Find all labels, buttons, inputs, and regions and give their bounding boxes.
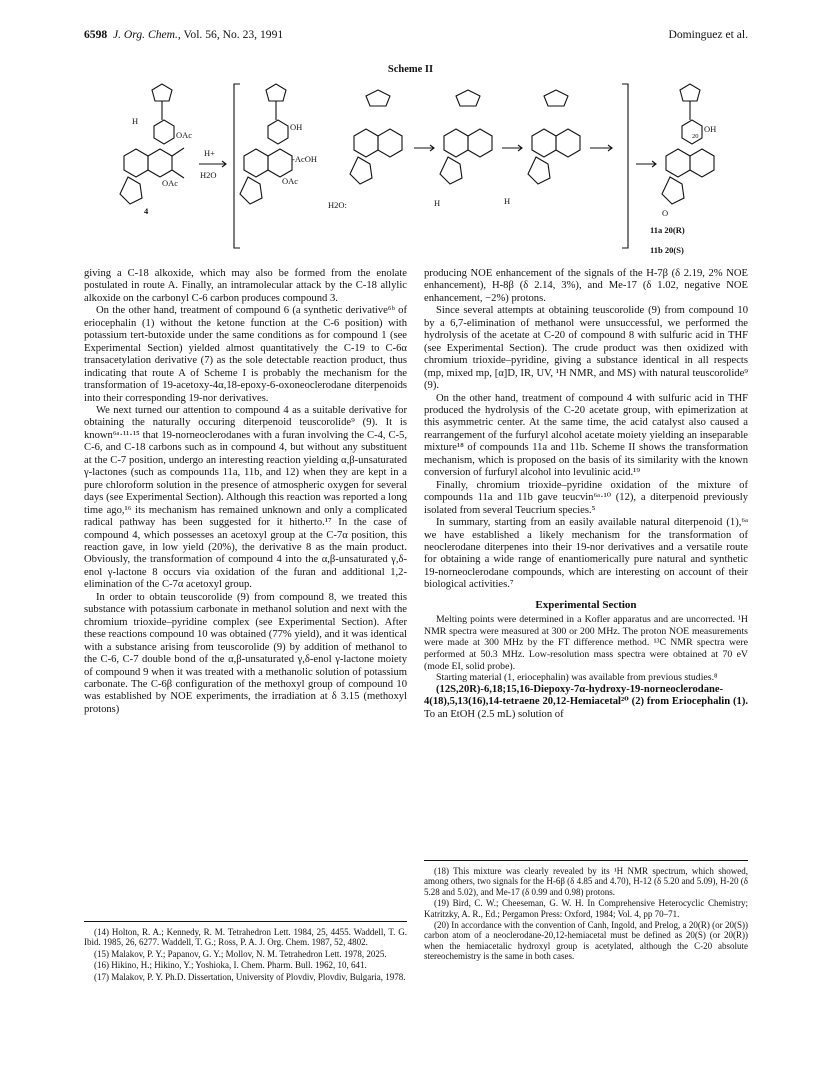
atom-label: OAc (176, 130, 193, 140)
bracket-right (622, 84, 628, 248)
bracket-left (234, 84, 240, 248)
paragraph: Since several attempts at obtaining teuscorolide (9) from compound 10 by a 6,7-elimination of methanol were unsuccessful, we performed the hydrolysis of the acetate at C-20 of compound 8 with sulfuric acid in THF (see Experimental Section). The crude product was then oxidized with chromium trioxide–pyridine, giving a substance identical in all respects (mp, mixed mp, [α]D, IR, UV, ¹H NMR, and MS) with natural teuscorolide⁹ (9). (424, 305, 748, 392)
atom-label: H (132, 116, 139, 126)
footnote: (17) Malakov, P. Y. Ph.D. Dissertation, University of Plovdiv, Plovdiv, Bulgaria, 1978. (94, 971, 406, 982)
structure-intermediate-2 (328, 90, 402, 210)
atom-label: H (434, 198, 441, 208)
structure-product-11 (662, 84, 716, 218)
footnote: (15) Malakov, P. Y.; Papanov, G. Y.; Mollov, N. M. Tetrahedron Lett. 1978, 2025. (94, 948, 387, 959)
journal-volume: Vol. 56, (183, 28, 220, 41)
reagent-label: H+ (204, 148, 215, 158)
paragraph: We next turned our attention to compound 4 as a suitable derivative for obtaining the naturally occuring diterpenoid teuscorolide⁹ (9). It is known⁶ᵃ·¹¹·¹⁵ that 19-norneoclerodanes with a furan involving the C-4, C-5, C-6, and C-18 carbons such as in compound 4, but without any substituent at the C-7 position, undergo an interesting reaction yielding α,β-unsaturated γ-lactones (such as compounds 11a, 11b, and 12) when they are kept in a pure chloroform solution in the presence of atmospheric oxygen for several days (see Experimental Section). Although this reaction was reported a long time ago,¹⁶ its mechanism has remained unknown and only a complicated radical pathway has been suggested for it hitherto.¹⁷ In the case of compound 4, which possesses an acetoxyl group at the C-7α position, this reaction gave, in low yield (20%), the derivative 8 as the main product. Obviously, the transformation of compound 4 into the α,β-unsaturated γ,δ-enol γ-lactone 8 occurs via oxidation of the furan and additional 1,2-elimination of the C-7α acetoxyl group. (84, 404, 407, 591)
atom-label: H (504, 196, 511, 206)
page-number: 6598 (84, 28, 108, 41)
left-column (84, 268, 407, 848)
journal-issue: No. 23, 1991 (222, 28, 284, 41)
journal-name: J. Org. Chem., (112, 28, 181, 41)
experimental-heading: Experimental Section (535, 598, 637, 611)
footnote: (18) This mixture was clearly revealed by its ¹H NMR spectrum, which showed, among others, two signals for the H-6β (δ 4.85 and 4.70), H-12 (δ 5.20 and 5.09), H-20 (δ 5.28 and 5.02), and Me-17 (δ 0.99 and 0.98) protons. (424, 866, 748, 897)
footnote: (20) In accordance with the convention of Canh, Ingold, and Prelog, a 20(R) (or 20(S)) carbon atom of a neoclerodane-20,12-hemiacetal must be defined as 20(S) (or 20(R)) when the hemiacetalic hydroxyl group is acetylated, although the C-20 absolute stereochemistry is the same in both cases. (424, 920, 748, 962)
product-label-11b: 11b 20(S) (650, 245, 684, 255)
right-column (424, 268, 748, 721)
paragraph: On the other hand, treatment of compound 6 (a synthetic derivative⁶ᵇ of eriocephalin (1) without the ketone function at the C-6 position) with potassium tert-butoxide under the same conditions as for compound 1 (see Experimental Section) yielded almost quantitatively the C-19 to C-6α transacetylation derivative (7) as the sole detectable reaction product, thus indicating that route A of Scheme I is probably the mechanism for the transformation of 19-acetoxy-4α,18-epoxy-6-oxoneoclerodane diterpenoids into their corresponding 19-nor derivatives. (84, 305, 407, 404)
paragraph: In summary, starting from an easily available natural diterpenoid (1),⁶ᵃ we have established a likely mechanism for the transformation of neoclerodane diterpenes into their 19-nor derivatives and a versatile route for obtaining a wide range of enantiomerically pure natural and synthetic 19-norneoclerodane compounds, which are interesting on account of their biological activities.⁷ (424, 517, 748, 591)
running-authors: Dominguez et al. (668, 28, 748, 41)
compound-procedure (424, 684, 748, 721)
compound-label-4: 4 (144, 206, 149, 216)
paragraph: Finally, chromium trioxide–pyridine oxidation of the mixture of compounds 11a and 11b gave teucvin⁶ᵃ·¹⁰ (12), a diterpenoid previously isolated from several Teucrium species.⁵ (424, 479, 748, 516)
footnotes-right (424, 860, 748, 963)
atom-label: H2O: (328, 200, 347, 210)
page-header (84, 28, 748, 44)
scheme-drawing (84, 76, 748, 262)
structure-intermediate-3 (434, 90, 492, 208)
procedure-text: To an EtOH (2.5 mL) solution of (424, 708, 564, 720)
footnote: (16) Hikino, H.; Hikino, Y.; Yoshioka, I. Chem. Pharm. Bull. 1962, 10, 641. (94, 960, 367, 971)
experimental-paragraph: Starting material (1, eriocephalin) was available from previous studies.⁸ (436, 672, 718, 684)
paragraph: producing NOE enhancement of the signals of the H-7β (δ 2.19, 2% NOE enhancement), H-8β (δ 2.14, 3%), and Me-17 (δ 1.02, negative NOE enhancement, −2%) protons. (424, 268, 748, 304)
atom-label: OH (290, 122, 303, 132)
experimental-paragraph: Melting points were determined in a Kofler apparatus and are uncorrected. ¹H NMR spectra were measured at 300 or 200 MHz. The proton NOE measurements were made at 300 MHz by the FT difference method. ¹³C NMR spectra were performed at 50.3 MHz. Low-resolution mass spectra were obtained at 70 eV (mode EI, solid probe). (424, 614, 748, 672)
reaction-arrow (199, 148, 226, 180)
atom-label: OAc (282, 176, 299, 186)
footnotes-left (84, 921, 407, 983)
atom-label: -AcOH (292, 154, 318, 164)
structure-compound-4 (120, 84, 192, 216)
paragraph: On the other hand, treatment of compound 4 with sulfuric acid in THF produced the hydrolysis of the C-20 acetate group, with epimerization at this asymmetric center. At the same time, the acid catalyst also caused a rearrangement of the furfuryl alcohol acetate moiety yielding an inseparable mixture¹⁸ of compounds 11a and 11b. Scheme II shows the transformation mechanism, which is proposed on the basis of its similarity with the known conversion of furfuryl alcohol into levulinic acid.¹⁹ (424, 392, 748, 479)
atom-label: OAc (162, 178, 179, 188)
footnote: (14) Holton, R. A.; Kennedy, R. M. Tetrahedron Lett. 1984, 25, 4455. Waddell, T. G. Ibid. 1985, 26, 6277. Waddell, T. G.; Ross, P. A. J. Org. Chem. 1987, 52, 4802. (84, 927, 407, 948)
compound-heading: (12S,20R)-6,18;15,16-Diepoxy-7α-hydroxy-19-norneoclerodane-4(18),5,13(16),14-tetraene 20,12-Hemiacetal²⁰ (2) from Eriocephalin (1). (424, 683, 748, 708)
product-label-11a: 11a 20(R) (650, 225, 685, 235)
atom-label: OH (704, 124, 717, 134)
paragraph: giving a C-18 alkoxide, which may also be formed from the enolate postulated in route A. Finally, an intramolecular attack by the C-18 allylic alkoxide on the carbonyl C-6 carbon produces compound 3. (84, 268, 407, 304)
journal-citation (84, 28, 283, 41)
structure-intermediate-1 (240, 84, 317, 204)
reagent-label: H2O (200, 170, 217, 180)
atom-label: 20 (692, 133, 699, 140)
reaction-scheme (84, 76, 748, 262)
scheme-title: Scheme II (387, 64, 434, 75)
paragraph: In order to obtain teuscorolide (9) from compound 8, we treated this substance with potassium carbonate in methanol solution and next with the chromium trioxide–pyridine complex (see Experimental Section). After these reactions compound 10 was obtained (77% yield), and it was identical with a substance arising from teuscorolide (9) by addition of methanol to the C-6, C-7 double bond of the α,β-unsaturated γ,δ-enol γ-lactone moiety of compound 9 when it was treated with a methanolic solution of potassium carbonate. The C-6β configuration of the methoxyl group of compound 10 was established by NOE experiments, the irradiation at δ 3.15 (methoxyl protons) (84, 591, 407, 715)
atom-label: O (662, 208, 669, 218)
footnote: (19) Bird, C. W.; Cheeseman, G. W. H. In Comprehensive Heterocyclic Chemistry; Katritzky, A. R., Ed.; Pergamon Press: Oxford, 1984; Vol. 4, pp 70–71. (424, 898, 748, 919)
